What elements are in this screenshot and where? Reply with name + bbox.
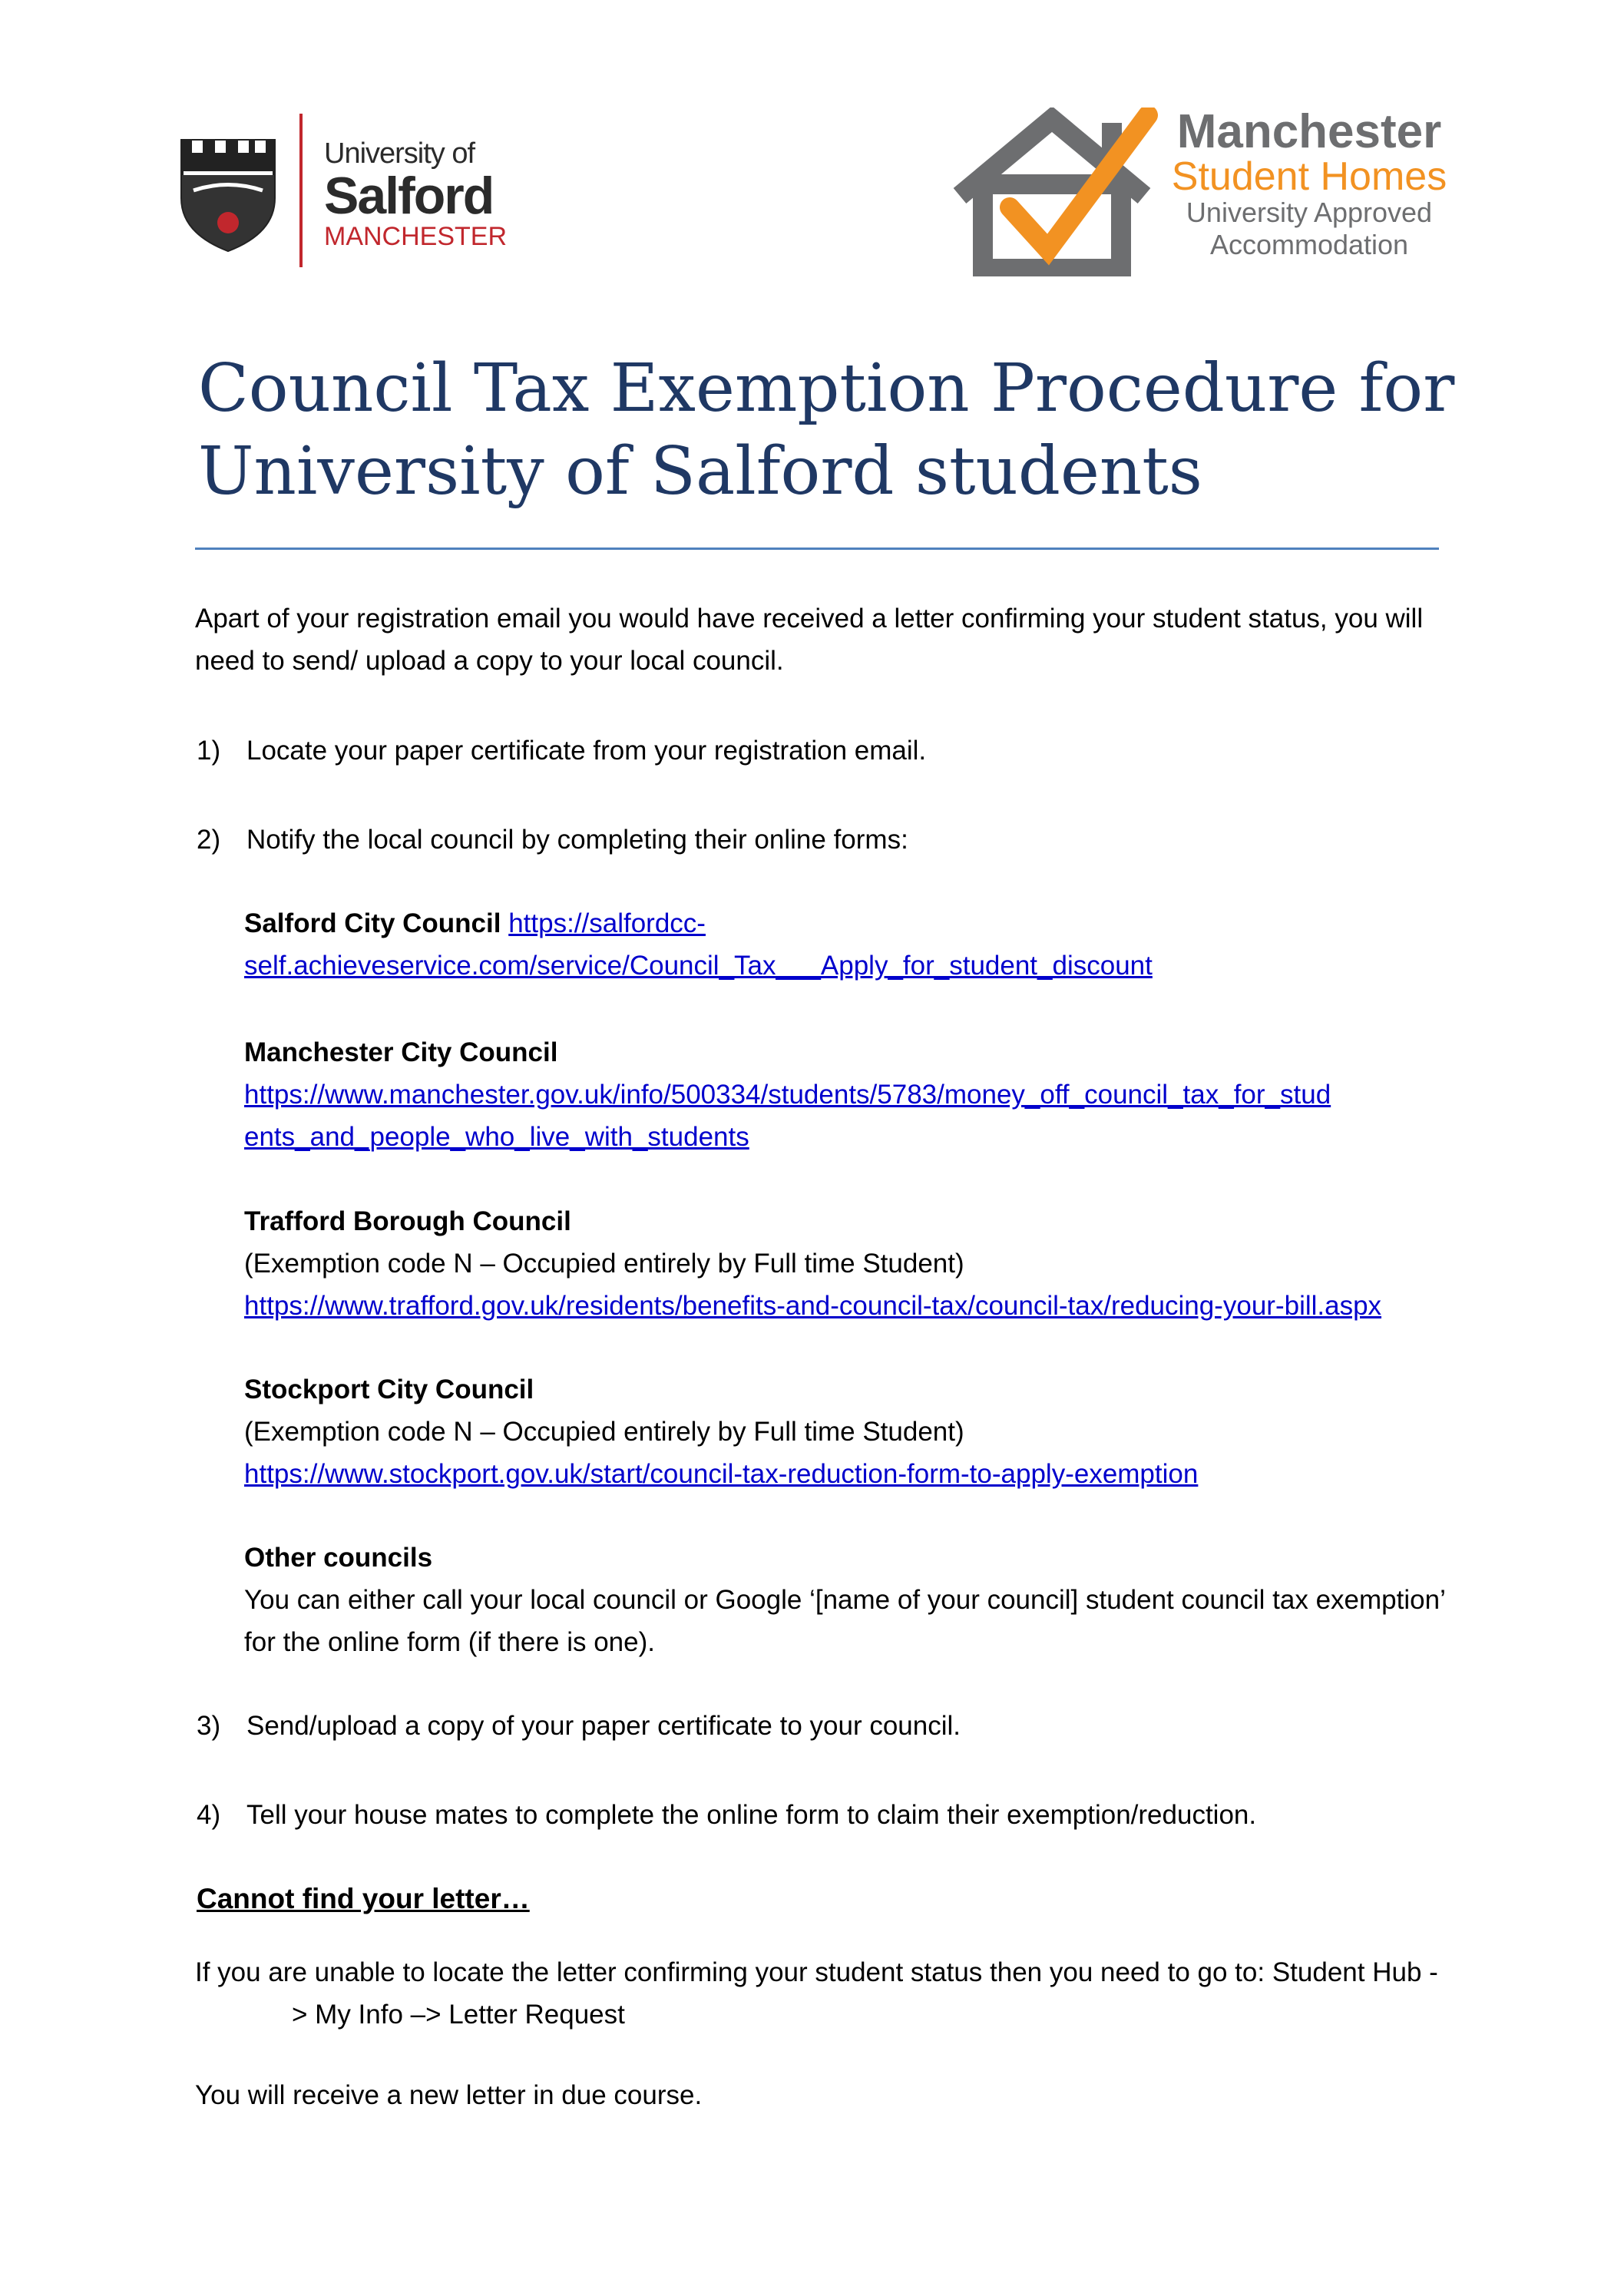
step-number: 3): [197, 1711, 221, 1741]
step-text: Locate your paper certificate from your registration email.: [246, 736, 927, 766]
council-trafford: [244, 1200, 1596, 1327]
council-link[interactable]: https://salfordcc-: [508, 908, 706, 938]
salford-logo-line2: Salford: [324, 167, 494, 225]
msh-logo-line1: Manchester: [1176, 105, 1442, 158]
step-text: Send/upload a copy of your paper certificate to your council.: [246, 1711, 961, 1741]
step-4: [0, 1794, 1624, 1836]
title-line1: Council Tax Exemption Procedure for: [198, 350, 1455, 427]
council-other-line1: You can either call your local council or Google ‘[name of your council] student council tax exemption’: [244, 1585, 1446, 1615]
title-line2: University of Salford students: [198, 433, 1202, 510]
step-number: 1): [197, 736, 221, 766]
salford-logo-line1: University of: [324, 137, 475, 170]
council-salford: [244, 902, 1550, 987]
msh-logo-line4: Accommodation: [1209, 229, 1409, 260]
page-title: [198, 347, 1503, 513]
council-name: Other councils: [244, 1543, 433, 1573]
council-name: Stockport City Council: [244, 1375, 534, 1404]
council-name: Salford City Council: [244, 908, 501, 938]
msh-logo-line2: Student Homes: [1171, 154, 1447, 199]
msh-logo-line3: University Approved: [1186, 197, 1433, 228]
step-text: Tell your house mates to complete the online form to claim their exemption/reduction.: [246, 1800, 1257, 1830]
salford-crest-icon: [178, 137, 278, 252]
step-number: 4): [197, 1800, 221, 1830]
letter-line1: If you are unable to locate the letter confirming your student status then you need to go to: Student Hub -: [195, 1957, 1438, 1987]
letter-line2: > My Info –> Letter Request: [292, 2000, 625, 2030]
council-link[interactable]: https://www.stockport.gov.uk/start/council-tax-reduction-form-to-apply-exemption: [244, 1459, 1199, 1489]
council-link-continued[interactable]: self.achieveservice.com/service/Council_Tax___Apply_for_student_discount: [244, 951, 1153, 981]
intro-paragraph: [195, 597, 1500, 682]
intro-line2: need to send/ upload a copy to your local council.: [195, 646, 784, 676]
council-name: Manchester City Council: [244, 1037, 558, 1067]
msh-logo: [952, 105, 1459, 276]
closing-text: You will receive a new letter in due course.: [195, 2080, 703, 2110]
house-check-icon: [952, 108, 1159, 276]
council-link-continued[interactable]: ents_and_people_who_live_with_students: [244, 1122, 749, 1152]
step-number: 2): [197, 825, 221, 855]
intro-line1: Apart of your registration email you would have received a letter confirming your student status, you will: [195, 604, 1424, 634]
council-note: (Exemption code N – Occupied entirely by Full time Student): [244, 1417, 964, 1447]
council-other: [244, 1537, 1580, 1663]
council-note: (Exemption code N – Occupied entirely by Full time Student): [244, 1249, 964, 1279]
council-name: Trafford Borough Council: [244, 1206, 571, 1236]
letter-section-heading: Cannot find your letter…: [197, 1883, 530, 1914]
council-stockport: [244, 1368, 1550, 1495]
salford-logo-divider: [299, 114, 303, 267]
step-2: [0, 819, 1624, 861]
step-3: [0, 1705, 1624, 1747]
council-link[interactable]: https://www.trafford.gov.uk/residents/benefits-and-council-tax/council-tax/reducing-your-bill.aspx: [244, 1291, 1382, 1321]
title-divider: [195, 548, 1439, 550]
step-text: Notify the local council by completing their online forms:: [246, 825, 908, 855]
salford-logo: [178, 114, 516, 275]
council-manchester: [244, 1031, 1550, 1158]
salford-logo-line3: MANCHESTER: [324, 222, 508, 251]
council-other-line2: for the online form (if there is one).: [244, 1627, 655, 1657]
step-1: [0, 729, 1624, 772]
council-link[interactable]: https://www.manchester.gov.uk/info/500334/students/5783/money_off_council_tax_for_stud: [244, 1080, 1331, 1110]
letter-section-paragraph: [195, 1951, 1562, 2036]
